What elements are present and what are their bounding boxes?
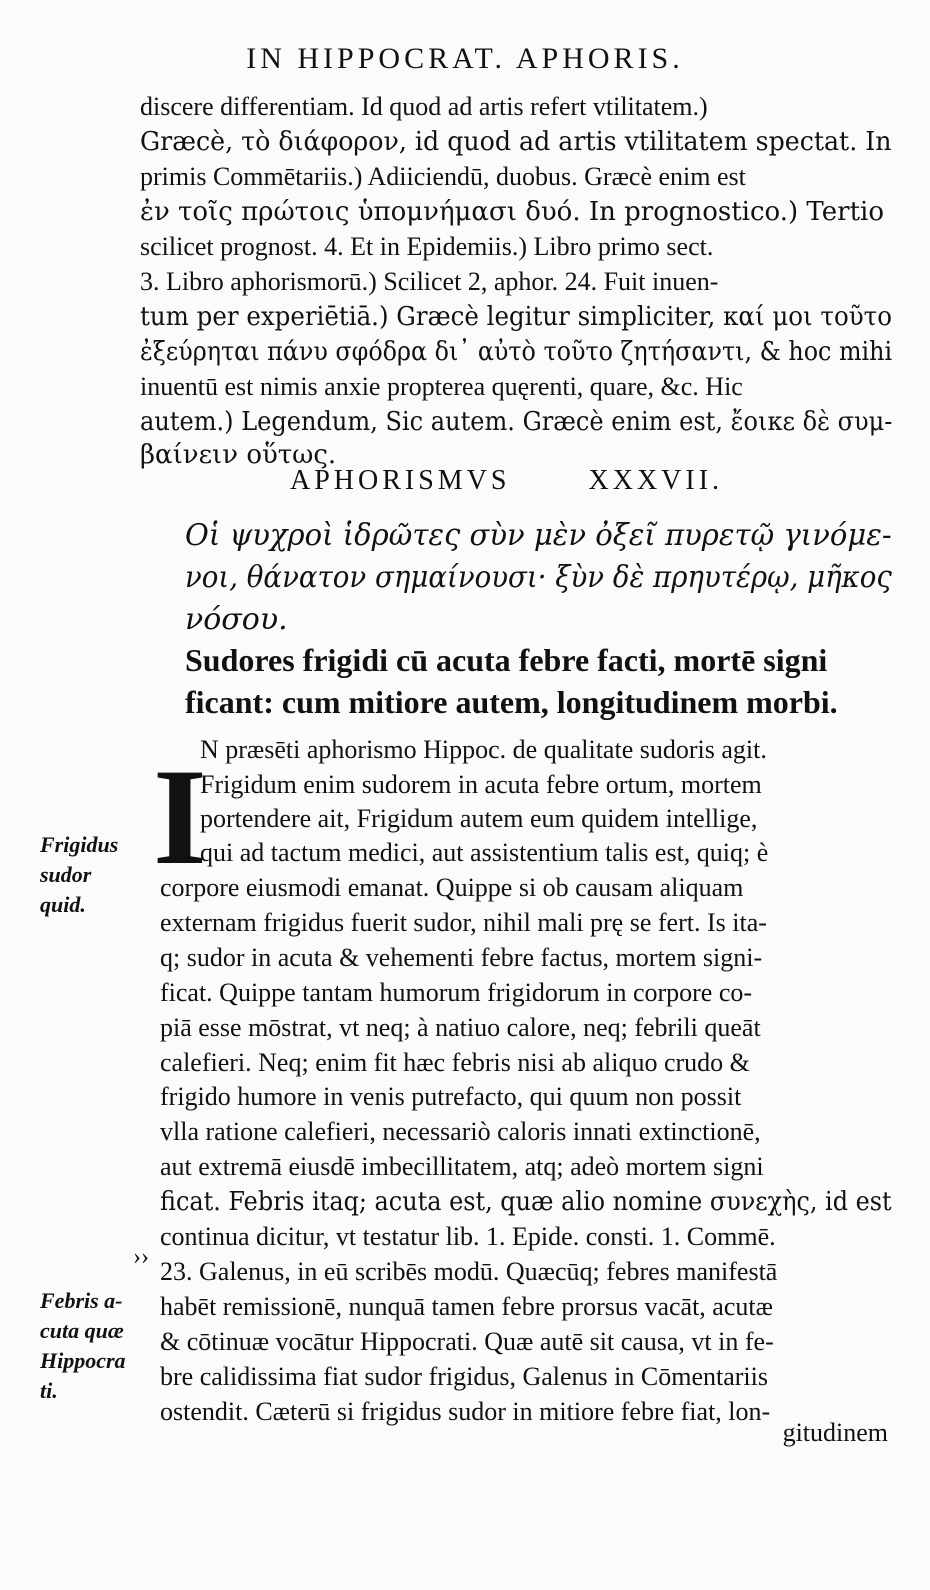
body-line: ostendit. Cæterū si frigidus sudor in mitiore febre fiat, lon- — [160, 1397, 771, 1426]
section-title-number: XXXVII. — [588, 465, 724, 496]
commentary-line: tum per experiētiā.) Græcè legitur simpliciter, καί μοι τοῦτο — [140, 302, 892, 332]
body-line: frigido humore in venis putrefacto, qui quum non possit — [160, 1082, 742, 1111]
body-line: corpore eiusmodi emanat. Quippe si ob causam aliquam — [160, 873, 744, 902]
running-head: IN HIPPOCRAT. APHORIS. — [246, 42, 684, 75]
catchword: gitudinem — [782, 1418, 888, 1447]
margin-note-frigidus — [40, 830, 118, 920]
greek-aphorism-line: νοι, θάνατον σημαίνουσι· ξὺν δὲ πρηυτέρῳ, μῆκος — [185, 560, 892, 595]
commentary-line: 3. Libro aphorismorū.) Scilicet 2, aphor. 24. Fuit inuen- — [140, 267, 719, 296]
greek-aphorism-line: Οἱ ψυχροὶ ἱδρῶτες σὺν μὲν ὀξεῖ πυρετῷ γινόμε- — [185, 518, 892, 553]
section-title-word: APHORISMVS — [290, 465, 511, 496]
margin-note-line: quid. — [40, 892, 86, 917]
margin-note-line: Febris a- — [40, 1288, 123, 1313]
body-line: ficat. Febris itaq; acuta est, quæ alio nomine συνεχὴς, id est — [160, 1187, 892, 1217]
body-line: externam frigidus fuerit sudor, nihil mali prę se fert. Is ita- — [160, 908, 767, 937]
body-line: q; sudor in acuta & vehementi febre factus, mortem signi- — [160, 943, 763, 972]
commentary-line: ἐν τοῖς πρώτοις ὑπομνήμασι δυό. In prognostico.) Tertio — [140, 197, 884, 227]
margin-note-line: Frigidus — [40, 832, 119, 857]
body-line: ficat. Quippe tantam humorum frigidorum in corpore co- — [160, 978, 753, 1007]
commentary-line: scilicet prognost. 4. Et in Epidemiis.) Libro primo sect. — [140, 232, 714, 261]
commentary-line: primis Commētariis.) Adiiciendū, duobus. Græcè enim est — [140, 162, 746, 191]
quote-mark: ›› — [133, 1244, 149, 1270]
commentary-line: Græcè, τὸ διάφορον, id quod ad artis vtilitatem spectat. In — [140, 127, 892, 157]
body-line: portendere ait, Frigidum autem eum quidem intellige, — [200, 804, 758, 833]
margin-note-line: cuta quæ — [40, 1318, 124, 1343]
body-line: Frigidum enim sudorem in acuta febre ortum, mortem — [200, 770, 762, 799]
body-line: aut extremā eiusdē imbecillitatem, atq; adeò mortem signi — [160, 1152, 764, 1181]
commentary-line: βαίνειν οὕτως. — [140, 440, 337, 470]
section-title — [290, 465, 801, 497]
body-line: bre calidissima fiat sudor frigidus, Galenus in Cōmentariis — [160, 1362, 768, 1391]
commentary-line: discere differentiam. Id quod ad artis refert vtilitatem.) — [140, 92, 708, 121]
body-line: qui ad tactum medici, aut assistentium talis est, quiq; è — [200, 838, 769, 867]
margin-note-febris — [40, 1286, 126, 1406]
commentary-line: ἐξεύρηται πάνυ σφόδρα δι᾽ αὐτὸ τοῦτο ζητήσαντι, & hoc mihi — [140, 337, 893, 367]
body-line: vlla ratione calefieri, necessariò caloris innati extinctionē, — [160, 1117, 761, 1146]
latin-aphorism-line: ficant: cum mitiore autem, longitudinem morbi. — [185, 684, 838, 720]
drop-cap: I — [153, 740, 207, 893]
margin-note-line: sudor — [40, 862, 92, 887]
commentary-line: inuentū est nimis anxie propterea quęrenti, quare, &c. Hic — [140, 372, 743, 401]
body-line: continua dicitur, vt testatur lib. 1. Epide. consti. 1. Commē. — [160, 1222, 776, 1251]
body-line: & cōtinuæ vocātur Hippocrati. Quæ autē sit causa, vt in fe- — [160, 1327, 774, 1356]
margin-note-line: ti. — [40, 1378, 58, 1403]
latin-aphorism-line: Sudores frigidi cū acuta febre facti, mortē signi — [185, 642, 828, 678]
body-line: calefieri. Neq; enim fit hæc febris nisi ab aliquo crudo & — [160, 1048, 750, 1077]
body-line: habēt remissionē, nunquā tamen febre prorsus vacāt, acutæ — [160, 1292, 773, 1321]
commentary-line: autem.) Legendum, Sic autem. Græcè enim est, ἔοικε δὲ συμ- — [140, 407, 893, 437]
margin-note-line: Hippocra — [40, 1348, 126, 1373]
body-line: 23. Galenus, in eū scribēs modū. Quæcūq; febres manifestā — [160, 1257, 778, 1286]
body-line: N præsēti aphorismo Hippoc. de qualitate sudoris agit. — [200, 735, 767, 764]
greek-aphorism-line: νόσου. — [185, 602, 288, 637]
body-line: piā esse mōstrat, vt neq; à natiuo calore, neq; febrili queāt — [160, 1013, 761, 1042]
